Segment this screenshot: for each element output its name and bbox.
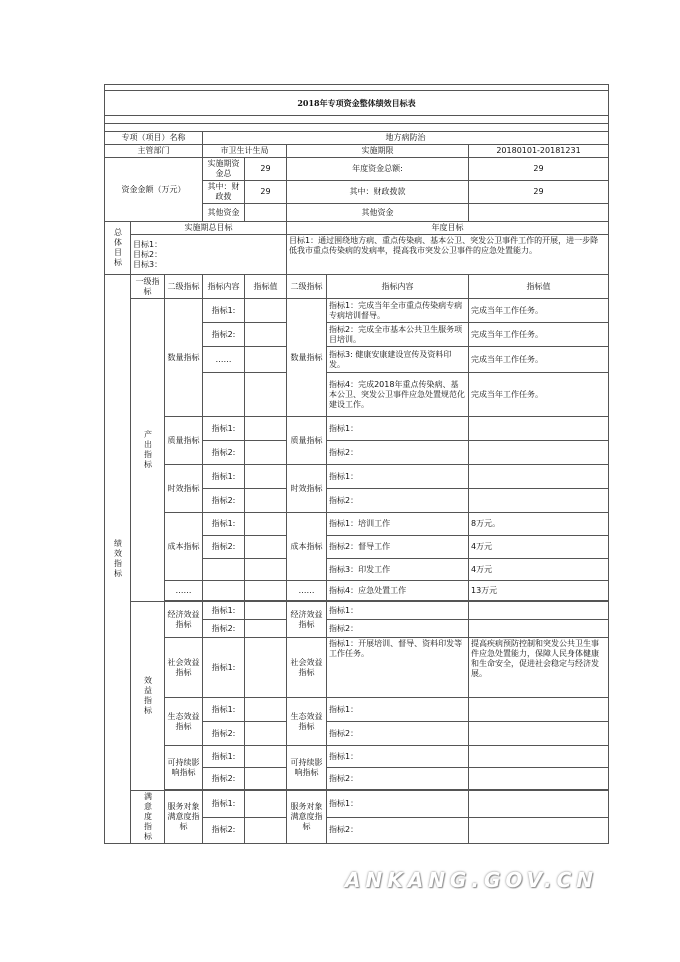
output-indicator-label: 产出指标 (131, 299, 165, 602)
satisfaction-indicator-label: 满意度指标 (131, 791, 165, 844)
period-value: 20180101-20181231 (469, 145, 609, 158)
period-label: 实施期限 (287, 145, 469, 158)
cost-left-ind2: 指标2: (203, 536, 245, 559)
eco-right-ind1: 指标1： (327, 602, 469, 620)
svc-left-ind1: 指标1: (203, 791, 245, 818)
impl-total-label: 实施期资金总 (203, 158, 245, 181)
sustainable-left: 可持续影响指标 (165, 746, 203, 790)
performance-target-form (104, 84, 608, 844)
ecol-right-ind2: 指标2： (327, 722, 469, 746)
time-right-ind2: 指标2： (327, 489, 469, 513)
project-name-label: 专项（项目）名称 (105, 132, 203, 145)
qty-item-3-content: 指标3: 健康安康建设宣传及资料印发。 (327, 347, 469, 373)
social-right: 社会效益指标 (287, 638, 327, 698)
dept-label: 主管部门 (105, 145, 203, 158)
dept-value: 市卫生计生局 (203, 145, 287, 158)
impl-goal-2: 目标2： (133, 249, 163, 259)
ecol-right-ind1: 指标1： (327, 698, 469, 722)
eco-left-ind1: 指标1: (203, 602, 245, 620)
cost-item-4-content: 指标4：应急处置工作 (327, 581, 469, 601)
ecological-right: 生态效益指标 (287, 698, 327, 746)
cost-item-4-value: 13万元 (469, 581, 609, 601)
cost-item-3-value: 4万元 (469, 559, 609, 581)
quality-left-ind2: 指标2: (203, 441, 245, 465)
impl-goals (131, 235, 287, 275)
service-left: 服务对象满意度指标 (165, 791, 203, 844)
page-title: 2018年专项资金整体绩效目标表 (105, 91, 609, 116)
year-goal: 目标1：通过围绕地方病、重点传染病、基本公卫、突发公卫事件工作的开展，进一步降低我市重点传染病的发病率，提高我市突发公卫事件的应急处置能力。 (287, 235, 609, 275)
cost-item-2-value: 4万元 (469, 536, 609, 559)
social-left-ind1: 指标1: (203, 638, 245, 698)
service-right: 服务对象满意度指标 (287, 791, 327, 844)
year-total-label: 年度资金总额: (287, 158, 469, 181)
h-level1: 一级指标 (131, 275, 165, 299)
quality-right-ind1: 指标1： (327, 417, 469, 441)
ecol-left-ind1: 指标1: (203, 698, 245, 722)
sus-right-ind1: 指标1： (327, 746, 469, 768)
h-level2-right: 二级指标 (287, 275, 327, 299)
quantity-right: 数量指标 (287, 299, 327, 417)
impl-goal-header: 实施期总目标 (131, 222, 287, 235)
sustainable-right: 可持续影响指标 (287, 746, 327, 790)
qty-item-1-content: 指标1：完成当年全市重点传染病专病专病培训督导。 (327, 299, 469, 323)
qty-item-3-value: 完成当年工作任务。 (469, 347, 609, 373)
effect-indicator-label: 效益指标 (131, 602, 165, 791)
sus-right-ind2: 指标2： (327, 768, 469, 790)
qty-left-ind2: 指标2: (203, 323, 245, 347)
eco-right-ind2: 指标2： (327, 620, 469, 638)
other-fund-label: 其他资金 (287, 204, 469, 222)
other-fund-short-label: 其他资金 (203, 204, 245, 222)
time-right-ind1: 指标1： (327, 465, 469, 489)
sus-left-ind2: 指标2: (203, 768, 245, 790)
h-level2: 二级指标 (165, 275, 203, 299)
h-value-left: 指标值 (245, 275, 287, 299)
qty-left-dots: …… (203, 347, 245, 373)
qty-item-2-value: 完成当年工作任务。 (469, 323, 609, 347)
cost-item-1-content: 指标1：培训工作 (327, 513, 469, 536)
quality-left-ind1: 指标1: (203, 417, 245, 441)
qty-item-4-value: 完成当年工作任务。 (469, 373, 609, 417)
ecol-left-ind2: 指标2: (203, 722, 245, 746)
fiscal-short-value: 29 (245, 181, 287, 204)
economic-right: 经济效益指标 (287, 602, 327, 638)
fiscal-short-label: 其中：财政拨 (203, 181, 245, 204)
year-total-value: 29 (469, 158, 609, 181)
cost-left: 成本指标 (165, 513, 203, 581)
svc-right-ind1: 指标1： (327, 791, 469, 818)
svc-right-ind2: 指标2： (327, 817, 469, 844)
time-left-ind1: 指标1: (203, 465, 245, 489)
economic-left: 经济效益指标 (165, 602, 203, 638)
social-item-value: 提高疾病预防控制和突发公共卫生事件应急处置能力，保障人民身体健康和生命安全，促进社会稳定与经济发展。 (469, 638, 609, 698)
eco-left-ind2: 指标2: (203, 620, 245, 638)
sus-left-ind1: 指标1: (203, 746, 245, 768)
timeliness-right: 时效指标 (287, 465, 327, 513)
quality-left: 质量指标 (165, 417, 203, 465)
qty-item-1-value: 完成当年工作任务。 (469, 299, 609, 323)
output-left-dots: …… (165, 581, 203, 601)
timeliness-left: 时效指标 (165, 465, 203, 513)
overall-goal-side-label: 总体目标 (105, 222, 131, 275)
quality-right-ind2: 指标2： (327, 441, 469, 465)
fiscal-label: 其中：财政拨款 (287, 181, 469, 204)
ecological-left: 生态效益指标 (165, 698, 203, 746)
fiscal-value: 29 (469, 181, 609, 204)
qty-left-ind1: 指标1: (203, 299, 245, 323)
cost-item-3-content: 指标3：印发工作 (327, 559, 469, 581)
project-name-value: 地方病防治 (203, 132, 609, 145)
impl-total-value: 29 (245, 158, 287, 181)
cost-left-ind1: 指标1: (203, 513, 245, 536)
h-content-right: 指标内容 (327, 275, 469, 299)
h-value-right: 指标值 (469, 275, 609, 299)
site-watermark: ANKANG.GOV.CN (345, 868, 599, 892)
fund-amount-label: 资金金额（万元） (105, 158, 203, 222)
quality-right: 质量指标 (287, 417, 327, 465)
cost-item-1-value: 8万元。 (469, 513, 609, 536)
cost-right: 成本指标 (287, 513, 327, 581)
perf-side-label: 绩效指标 (105, 275, 131, 844)
qty-item-4-content: 指标4：完成2018年重点传染病、基本公卫、突发公卫事件应急处置规范化建设工作。 (327, 373, 469, 417)
time-left-ind2: 指标2: (203, 489, 245, 513)
svc-left-ind2: 指标2: (203, 817, 245, 844)
h-content-left: 指标内容 (203, 275, 245, 299)
output-right-dots: …… (287, 581, 327, 601)
impl-goal-3: 目标3： (133, 259, 163, 269)
year-goal-header: 年度目标 (287, 222, 609, 235)
impl-goal-1: 目标1： (133, 239, 163, 249)
cost-item-2-content: 指标2：督导工作 (327, 536, 469, 559)
quantity-left: 数量指标 (165, 299, 203, 417)
qty-item-2-content: 指标2：完成全市基本公共卫生服务项目培训。 (327, 323, 469, 347)
social-item-content: 指标1：开展培训、督导、资料印发等工作任务。 (327, 638, 469, 698)
social-left: 社会效益指标 (165, 638, 203, 698)
form-table (104, 84, 609, 844)
